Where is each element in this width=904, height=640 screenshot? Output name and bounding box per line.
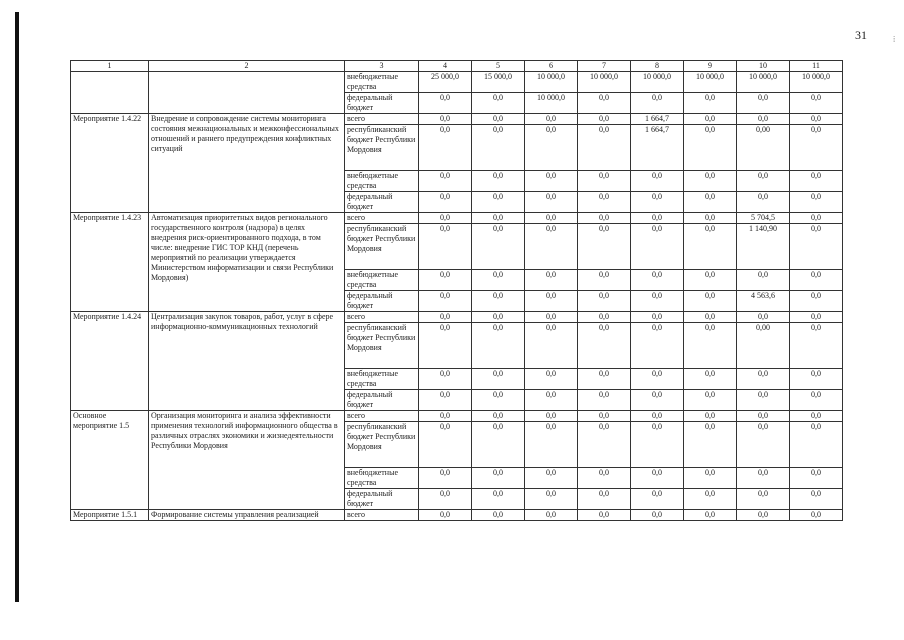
amount-cell: 1 664,7: [631, 125, 684, 171]
amount-cell: 0,0: [472, 422, 525, 468]
amount-cell: 0,0: [419, 411, 472, 422]
amount-cell: 0,0: [684, 323, 737, 369]
amount-cell: 0,0: [578, 323, 631, 369]
amount-cell: 0,0: [578, 93, 631, 114]
amount-cell: 0,0: [419, 489, 472, 510]
header-cell: 2: [149, 61, 345, 72]
amount-cell: 4 563,6: [737, 291, 790, 312]
amount-cell: 0,0: [525, 125, 578, 171]
amount-cell: 0,0: [684, 224, 737, 270]
amount-cell: 0,0: [631, 224, 684, 270]
amount-cell: 0,0: [419, 125, 472, 171]
amount-cell: 5 704,5: [737, 213, 790, 224]
amount-cell: 0,0: [631, 93, 684, 114]
activity-id-cell: Основное мероприятие 1.5: [71, 411, 149, 510]
amount-cell: 0,0: [419, 369, 472, 390]
activity-name-cell: Формирование системы управления реализацией: [149, 510, 345, 521]
amount-cell: 0,0: [578, 468, 631, 489]
amount-cell: 0,0: [790, 312, 843, 323]
amount-cell: 0,0: [631, 192, 684, 213]
amount-cell: 0,0: [790, 114, 843, 125]
amount-cell: 0,0: [790, 270, 843, 291]
amount-cell: 0,0: [737, 411, 790, 422]
funding-source-cell: внебюджетные средства: [345, 369, 419, 390]
corner-mark: ⁞: [893, 35, 896, 44]
amount-cell: 0,0: [578, 213, 631, 224]
amount-cell: 0,0: [472, 291, 525, 312]
amount-cell: 0,0: [737, 114, 790, 125]
amount-cell: 0,0: [578, 224, 631, 270]
binding-margin-bar: [15, 12, 19, 602]
amount-cell: 0,0: [525, 192, 578, 213]
amount-cell: 0,0: [472, 213, 525, 224]
amount-cell: 0,0: [684, 192, 737, 213]
amount-cell: 0,0: [684, 171, 737, 192]
amount-cell: 0,0: [631, 291, 684, 312]
amount-cell: 0,0: [790, 411, 843, 422]
table-row: [71, 213, 843, 224]
amount-cell: 0,0: [525, 224, 578, 270]
funding-source-cell: всего: [345, 510, 419, 521]
amount-cell: 0,0: [737, 468, 790, 489]
amount-cell: 0,0: [525, 323, 578, 369]
table-body: [71, 61, 843, 521]
amount-cell: 0,0: [631, 369, 684, 390]
amount-cell: 0,0: [578, 312, 631, 323]
amount-cell: 0,0: [525, 422, 578, 468]
table-row: [71, 114, 843, 125]
amount-cell: 10 000,0: [578, 72, 631, 93]
activity-id-cell: Мероприятие 1.5.1: [71, 510, 149, 521]
amount-cell: 0,0: [737, 422, 790, 468]
header-cell: 4: [419, 61, 472, 72]
header-cell: 9: [684, 61, 737, 72]
amount-cell: 0,0: [631, 323, 684, 369]
amount-cell: 0,0: [472, 390, 525, 411]
activity-name-cell: Автоматизация приоритетных видов регионального государственного контроля (надзора) в целях внедрения риск-ориентированного подхода, в том числе: внедрение ГИС ТОР КНД (перечень мероприятий по реализации утверждается Министерством информатизации и связи Республики Мордовия): [149, 213, 345, 312]
header-cell: 6: [525, 61, 578, 72]
amount-cell: 0,0: [578, 125, 631, 171]
activity-id-cell: Мероприятие 1.4.24: [71, 312, 149, 411]
amount-cell: 0,0: [472, 411, 525, 422]
amount-cell: 0,0: [684, 369, 737, 390]
amount-cell: 0,0: [525, 468, 578, 489]
header-cell: 3: [345, 61, 419, 72]
amount-cell: 0,0: [525, 489, 578, 510]
activity-id-cell: Мероприятие 1.4.22: [71, 114, 149, 213]
amount-cell: 0,0: [525, 291, 578, 312]
activity-id-cell: Мероприятие 1.4.23: [71, 213, 149, 312]
amount-cell: 0,0: [419, 291, 472, 312]
table-row: [71, 312, 843, 323]
header-cell: 7: [578, 61, 631, 72]
amount-cell: 0,0: [578, 411, 631, 422]
header-cell: 10: [737, 61, 790, 72]
amount-cell: 0,0: [472, 312, 525, 323]
amount-cell: 0,0: [737, 369, 790, 390]
amount-cell: 0,0: [578, 114, 631, 125]
amount-cell: 0,0: [790, 323, 843, 369]
amount-cell: 0,0: [684, 93, 737, 114]
amount-cell: 0,0: [631, 468, 684, 489]
amount-cell: 0,0: [419, 114, 472, 125]
funding-source-cell: внебюджетные средства: [345, 468, 419, 489]
budget-table: [70, 60, 843, 521]
amount-cell: 0,0: [684, 270, 737, 291]
activity-name-cell: Организация мониторинга и анализа эффективности применения технологий информационного общества в различных отраслях экономики и жизнедеятельности Республики Мордовия: [149, 411, 345, 510]
amount-cell: 0,0: [419, 213, 472, 224]
amount-cell: 0,0: [578, 369, 631, 390]
amount-cell: 0,0: [737, 390, 790, 411]
amount-cell: 0,0: [737, 510, 790, 521]
funding-source-cell: федеральный бюджет: [345, 93, 419, 114]
amount-cell: 0,0: [790, 213, 843, 224]
amount-cell: 10 000,0: [790, 72, 843, 93]
funding-source-cell: всего: [345, 213, 419, 224]
header-cell: 8: [631, 61, 684, 72]
amount-cell: 10 000,0: [525, 93, 578, 114]
amount-cell: 10 000,0: [684, 72, 737, 93]
amount-cell: 0,0: [472, 171, 525, 192]
amount-cell: 0,0: [790, 125, 843, 171]
amount-cell: 0,0: [631, 411, 684, 422]
amount-cell: 0,0: [472, 224, 525, 270]
funding-source-cell: всего: [345, 312, 419, 323]
amount-cell: 0,0: [578, 171, 631, 192]
amount-cell: 0,0: [790, 224, 843, 270]
funding-source-cell: федеральный бюджет: [345, 192, 419, 213]
table-row: [71, 411, 843, 422]
amount-cell: 0,0: [419, 312, 472, 323]
amount-cell: 0,0: [790, 192, 843, 213]
amount-cell: 0,0: [737, 270, 790, 291]
amount-cell: 0,0: [472, 489, 525, 510]
funding-source-cell: внебюджетные средства: [345, 270, 419, 291]
amount-cell: 0,0: [684, 213, 737, 224]
amount-cell: 0,0: [578, 489, 631, 510]
amount-cell: 0,0: [631, 213, 684, 224]
funding-source-cell: республиканский бюджет Республики Мордовия: [345, 224, 419, 270]
activity-name-cell: Централизация закупок товаров, работ, услуг в сфере информационно-коммуникационных технологий: [149, 312, 345, 411]
amount-cell: 0,0: [631, 270, 684, 291]
table-row: [71, 510, 843, 521]
amount-cell: 0,0: [525, 390, 578, 411]
amount-cell: 0,0: [684, 411, 737, 422]
amount-cell: 0,0: [684, 125, 737, 171]
amount-cell: 0,0: [578, 422, 631, 468]
amount-cell: 0,0: [684, 510, 737, 521]
amount-cell: 15 000,0: [472, 72, 525, 93]
amount-cell: 0,0: [631, 489, 684, 510]
amount-cell: 1 140,90: [737, 224, 790, 270]
funding-source-cell: федеральный бюджет: [345, 291, 419, 312]
amount-cell: 0,0: [737, 312, 790, 323]
amount-cell: 0,0: [419, 468, 472, 489]
amount-cell: 0,0: [419, 270, 472, 291]
amount-cell: 0,0: [578, 510, 631, 521]
funding-source-cell: республиканский бюджет Республики Мордовия: [345, 125, 419, 171]
amount-cell: 10 000,0: [631, 72, 684, 93]
amount-cell: 0,0: [472, 114, 525, 125]
funding-source-cell: республиканский бюджет Республики Мордовия: [345, 323, 419, 369]
funding-source-cell: всего: [345, 411, 419, 422]
amount-cell: 10 000,0: [737, 72, 790, 93]
amount-cell: 0,0: [631, 312, 684, 323]
activity-id-cell: [71, 72, 149, 114]
amount-cell: 0,0: [472, 510, 525, 521]
amount-cell: 0,0: [578, 270, 631, 291]
amount-cell: 0,0: [578, 291, 631, 312]
amount-cell: 0,00: [737, 323, 790, 369]
amount-cell: 0,0: [525, 411, 578, 422]
amount-cell: 0,0: [525, 213, 578, 224]
funding-source-cell: федеральный бюджет: [345, 489, 419, 510]
amount-cell: 0,00: [737, 125, 790, 171]
amount-cell: 0,0: [790, 422, 843, 468]
amount-cell: 1 664,7: [631, 114, 684, 125]
amount-cell: 0,0: [419, 224, 472, 270]
amount-cell: 0,0: [419, 390, 472, 411]
amount-cell: 0,0: [419, 171, 472, 192]
funding-source-cell: федеральный бюджет: [345, 390, 419, 411]
amount-cell: 0,0: [472, 192, 525, 213]
amount-cell: 0,0: [790, 489, 843, 510]
amount-cell: 0,0: [472, 93, 525, 114]
amount-cell: 0,0: [737, 171, 790, 192]
amount-cell: 0,0: [472, 323, 525, 369]
amount-cell: 0,0: [684, 489, 737, 510]
amount-cell: 0,0: [790, 390, 843, 411]
amount-cell: 0,0: [790, 468, 843, 489]
amount-cell: 0,0: [790, 171, 843, 192]
amount-cell: 0,0: [525, 270, 578, 291]
amount-cell: 0,0: [578, 192, 631, 213]
amount-cell: 0,0: [790, 510, 843, 521]
amount-cell: 25 000,0: [419, 72, 472, 93]
amount-cell: 0,0: [684, 312, 737, 323]
amount-cell: 0,0: [419, 510, 472, 521]
page-number: 31: [855, 28, 867, 42]
amount-cell: 0,0: [737, 489, 790, 510]
amount-cell: 0,0: [525, 369, 578, 390]
amount-cell: 0,0: [472, 369, 525, 390]
amount-cell: 0,0: [631, 510, 684, 521]
amount-cell: 0,0: [472, 468, 525, 489]
amount-cell: 0,0: [525, 312, 578, 323]
activity-name-cell: [149, 72, 345, 114]
amount-cell: 0,0: [684, 468, 737, 489]
amount-cell: 0,0: [790, 369, 843, 390]
funding-source-cell: внебюджетные средства: [345, 72, 419, 93]
header-cell: 5: [472, 61, 525, 72]
amount-cell: 0,0: [419, 323, 472, 369]
amount-cell: 0,0: [419, 192, 472, 213]
table-row: [71, 72, 843, 93]
amount-cell: 0,0: [737, 192, 790, 213]
header-row: [71, 61, 843, 72]
amount-cell: 0,0: [525, 114, 578, 125]
amount-cell: 0,0: [631, 422, 684, 468]
amount-cell: 0,0: [472, 270, 525, 291]
amount-cell: 0,0: [419, 93, 472, 114]
amount-cell: 0,0: [684, 114, 737, 125]
amount-cell: 0,0: [525, 171, 578, 192]
amount-cell: 0,0: [684, 390, 737, 411]
amount-cell: 0,0: [684, 422, 737, 468]
amount-cell: 0,0: [684, 291, 737, 312]
funding-source-cell: республиканский бюджет Республики Мордовия: [345, 422, 419, 468]
amount-cell: 0,0: [790, 291, 843, 312]
header-cell: 11: [790, 61, 843, 72]
header-cell: 1: [71, 61, 149, 72]
amount-cell: 0,0: [578, 390, 631, 411]
activity-name-cell: Внедрение и сопровождение системы мониторинга состояния межнациональных и межконфессиональных отношений и раннего предупреждения конфликтных ситуаций: [149, 114, 345, 213]
amount-cell: 0,0: [472, 125, 525, 171]
amount-cell: 0,0: [419, 422, 472, 468]
funding-source-cell: всего: [345, 114, 419, 125]
amount-cell: 10 000,0: [525, 72, 578, 93]
funding-source-cell: внебюджетные средства: [345, 171, 419, 192]
amount-cell: 0,0: [631, 390, 684, 411]
amount-cell: 0,0: [737, 93, 790, 114]
amount-cell: 0,0: [790, 93, 843, 114]
amount-cell: 0,0: [631, 171, 684, 192]
amount-cell: 0,0: [525, 510, 578, 521]
